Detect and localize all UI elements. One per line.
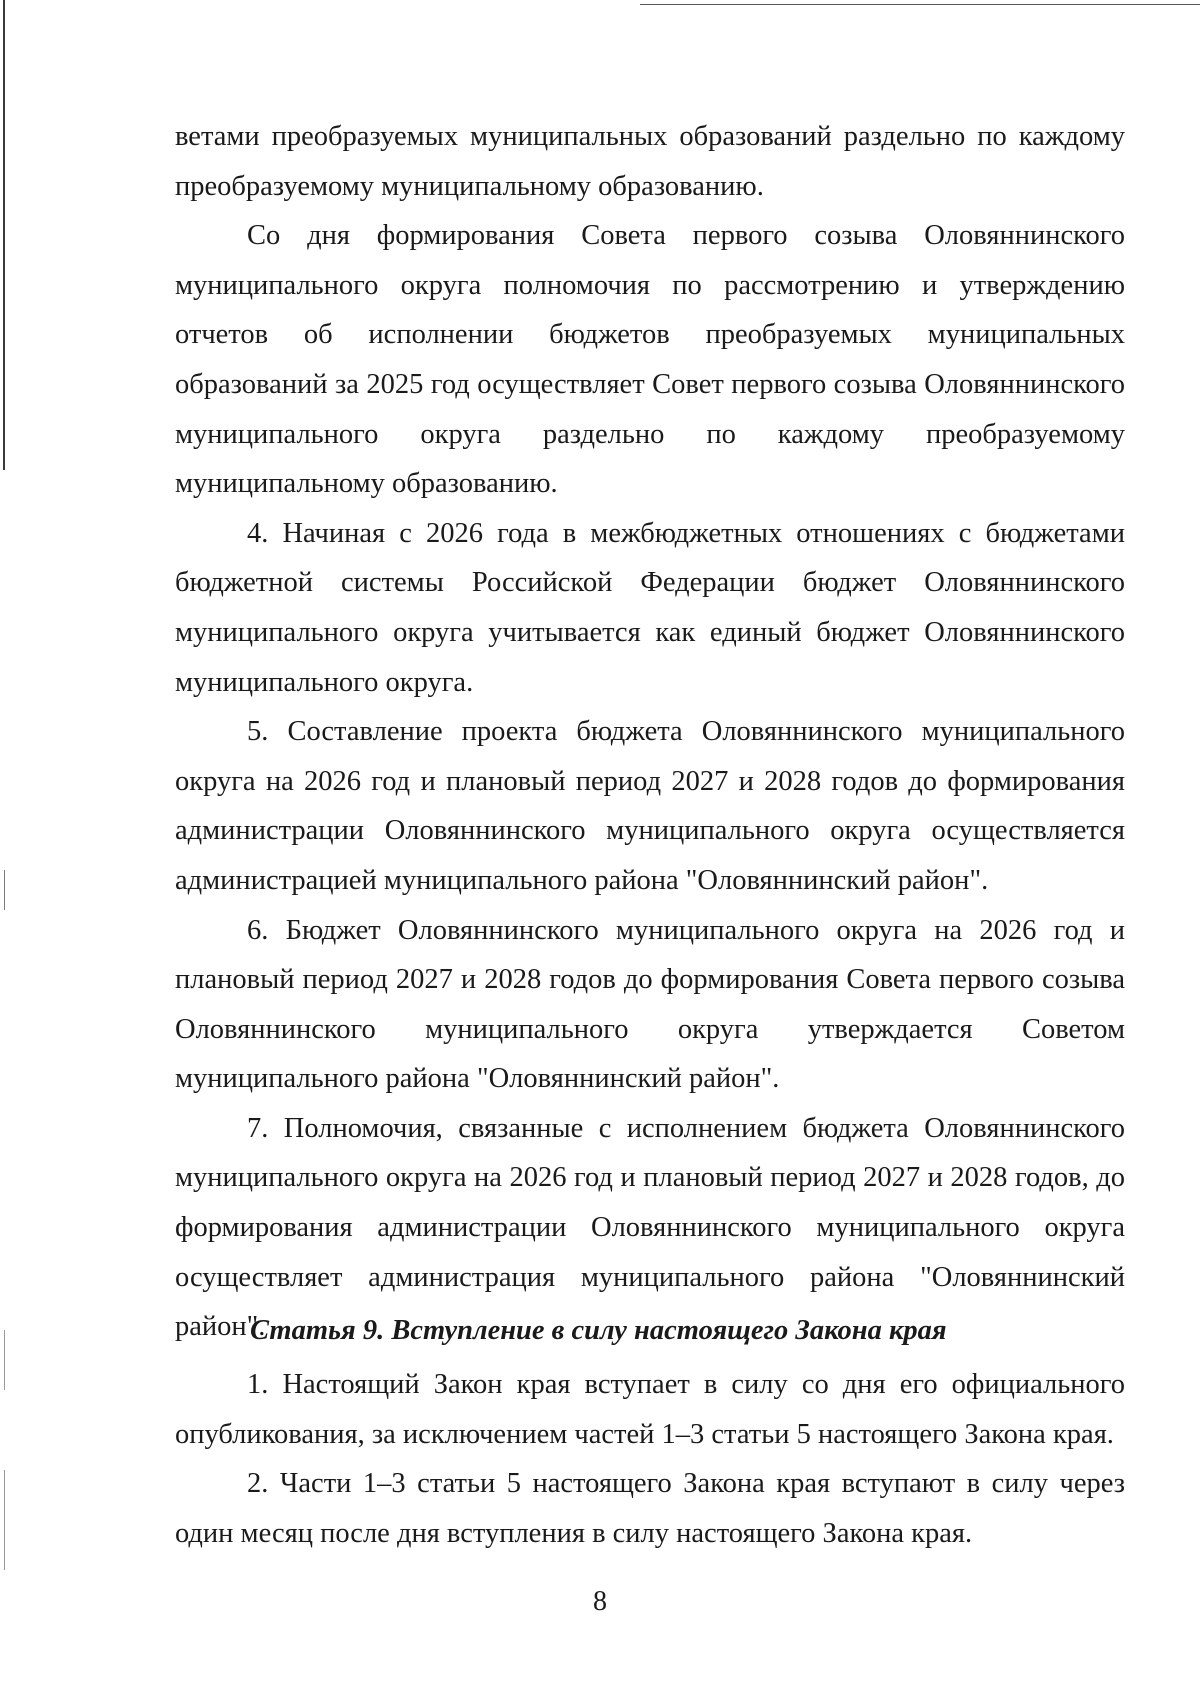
paragraph: 7. Полномочия, связанные с исполнением бюджета Оловяннинского муниципального округа на 2026 год и плановый период 2027 и 2028 годов, до формирования администрации Оловяннинского муниципального округа осуществляет администрация муниципального района "Оловяннинский район".: [175, 1112, 1125, 1343]
scan-edge: [3, 0, 5, 470]
paragraph: ветами преобразуемых муниципальных образований раздельно по каждому преобразуемому муниципальному образованию.: [175, 121, 1125, 202]
body-text-bottom: [175, 1360, 1125, 1558]
body-text-top: [175, 112, 1125, 1352]
paragraph: 2. Части 1–3 статьи 5 настоящего Закона края вступают в силу через один месяц после дня вступления в силу настоящего Закона края.: [175, 1468, 1125, 1549]
scan-edge: [4, 1330, 5, 1390]
scan-edge: [4, 870, 5, 910]
paragraph: 4. Начиная с 2026 года в межбюджетных отношениях с бюджетами бюджетной системы Российской Федерации бюджет Оловяннинского муниципального округа учитывается как единый бюджет Оловяннинского муниципального округа.: [175, 517, 1125, 698]
paragraph: 5. Составление проекта бюджета Оловяннинского муниципального округа на 2026 год и плановый период 2027 и 2028 годов до формирования администрации Оловяннинского муниципального округа осуществляется администрацией муниципального района "Оловяннинский район".: [175, 716, 1125, 896]
paragraph: 1. Настоящий Закон края вступает в силу со дня его официального опубликования, за исключением частей 1–3 статьи 5 настоящего Закона края.: [175, 1369, 1125, 1450]
page-number: 8: [593, 1586, 607, 1617]
paragraph: 6. Бюджет Оловяннинского муниципального округа на 2026 год и плановый период 2027 и 2028 годов до формирования Совета первого созыва Оловяннинского муниципального округа утверждается Советом муниципального района "Оловяннинский район".: [175, 914, 1125, 1095]
paragraph: Со дня формирования Совета первого созыва Оловяннинского муниципального округа полномочия по рассмотрению и утверждению отчетов об исполнении бюджетов преобразуемых муниципальных образований за 2025 год осуществляет Совет первого созыва Оловяннинского муниципального округа раздельно по каждому преобразуемому муниципальному образованию.: [175, 220, 1125, 500]
article-heading: Статья 9. Вступление в силу настоящего Закона края: [250, 1315, 947, 1346]
scan-edge: [640, 4, 1200, 5]
scan-edge: [4, 1470, 5, 1570]
